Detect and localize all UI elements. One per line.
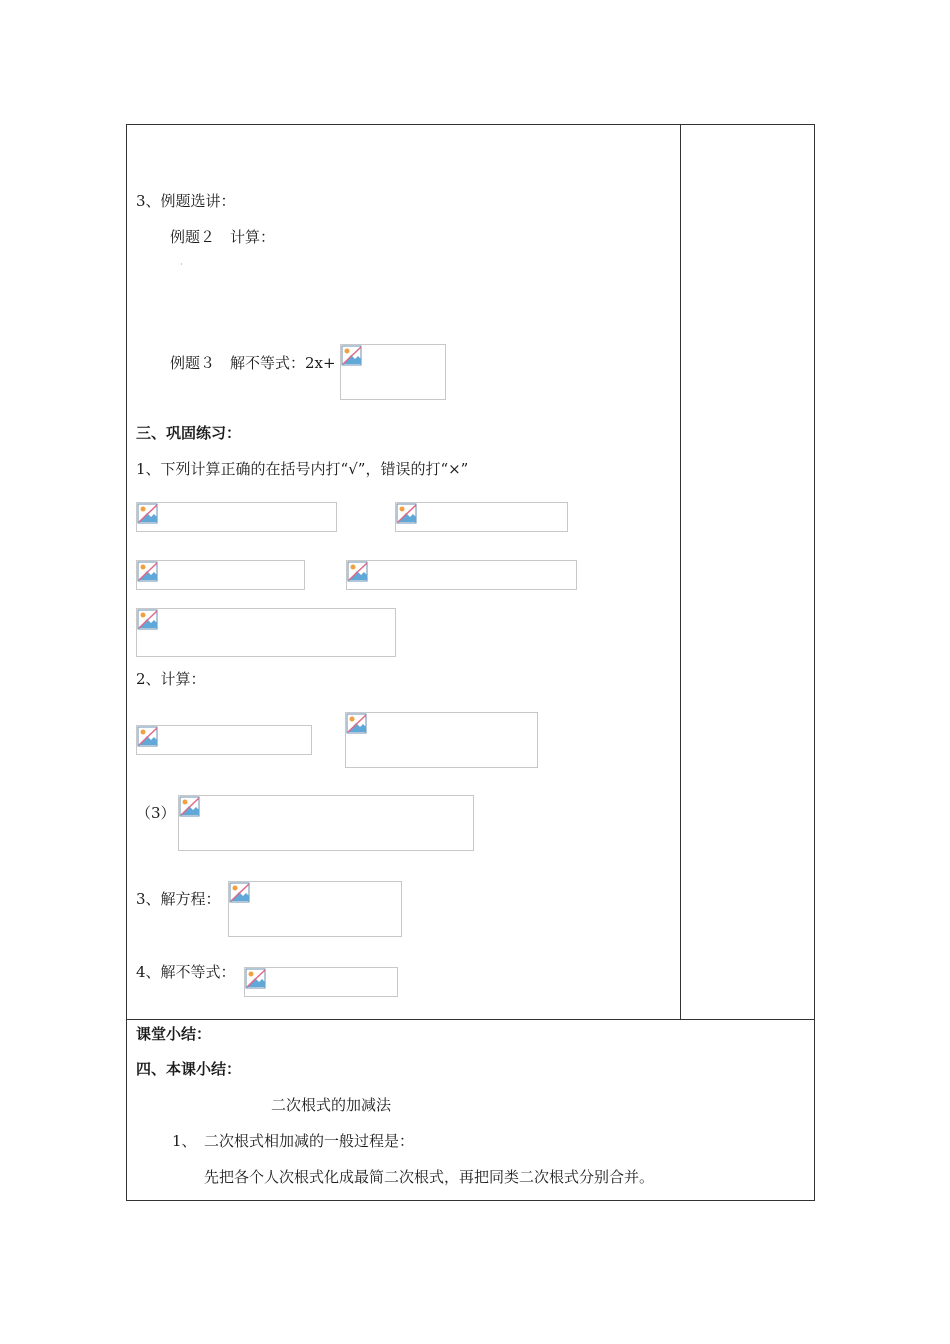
- broken-image-icon: [341, 345, 363, 367]
- formula-image: [136, 725, 312, 755]
- summary-title: 二次根式的加减法: [271, 1096, 392, 1114]
- broken-image-icon: [245, 968, 267, 990]
- formula-image: [395, 502, 568, 532]
- summary-heading: 四、本课小结：: [136, 1060, 242, 1078]
- formula-image: [345, 712, 538, 768]
- broken-image-icon: [396, 503, 418, 525]
- broken-image-icon: [137, 609, 159, 631]
- formula-image: [136, 560, 305, 590]
- formula-image: [244, 967, 398, 997]
- example-2-label: 例题２ 计算：: [170, 228, 276, 246]
- summary-item-text: 二次根式相加减的一般过程是：: [204, 1132, 415, 1150]
- summary-item-number: 1、: [172, 1132, 197, 1150]
- column-divider: [680, 125, 681, 1019]
- broken-image-icon: [137, 503, 159, 525]
- broken-image-icon: [347, 561, 369, 583]
- formula-image: [136, 502, 337, 532]
- broken-image-icon: [229, 882, 251, 904]
- class-summary-label: 课堂小结：: [136, 1025, 212, 1043]
- question-2-part-3: （3）: [136, 804, 176, 822]
- formula-image: [340, 344, 446, 400]
- broken-image-icon: [137, 561, 159, 583]
- example-3-label: 例题３ 解不等式：2x+: [170, 354, 336, 372]
- formula-image: [178, 795, 474, 851]
- question-3: 3、解方程：: [136, 890, 221, 908]
- broken-image-icon: [179, 796, 201, 818]
- broken-image-icon: [346, 713, 368, 735]
- row-divider: [127, 1019, 814, 1020]
- stray-mark: [181, 263, 182, 265]
- lesson-table: [126, 124, 815, 1201]
- question-2: 2、计算：: [136, 670, 206, 688]
- formula-image: [346, 560, 577, 590]
- question-4: 4、解不等式：: [136, 963, 236, 981]
- summary-item-detail: 先把各个人次根式化成最简二次根式，再把同类二次根式分别合并。: [204, 1168, 655, 1186]
- examples-heading: 3、例题选讲：: [136, 192, 236, 210]
- formula-image: [136, 608, 396, 657]
- practice-heading: 三、巩固练习：: [136, 424, 242, 442]
- formula-image: [228, 881, 402, 937]
- question-1: 1、下列计算正确的在括号内打“√”，错误的打“×”: [136, 460, 469, 478]
- broken-image-icon: [137, 726, 159, 748]
